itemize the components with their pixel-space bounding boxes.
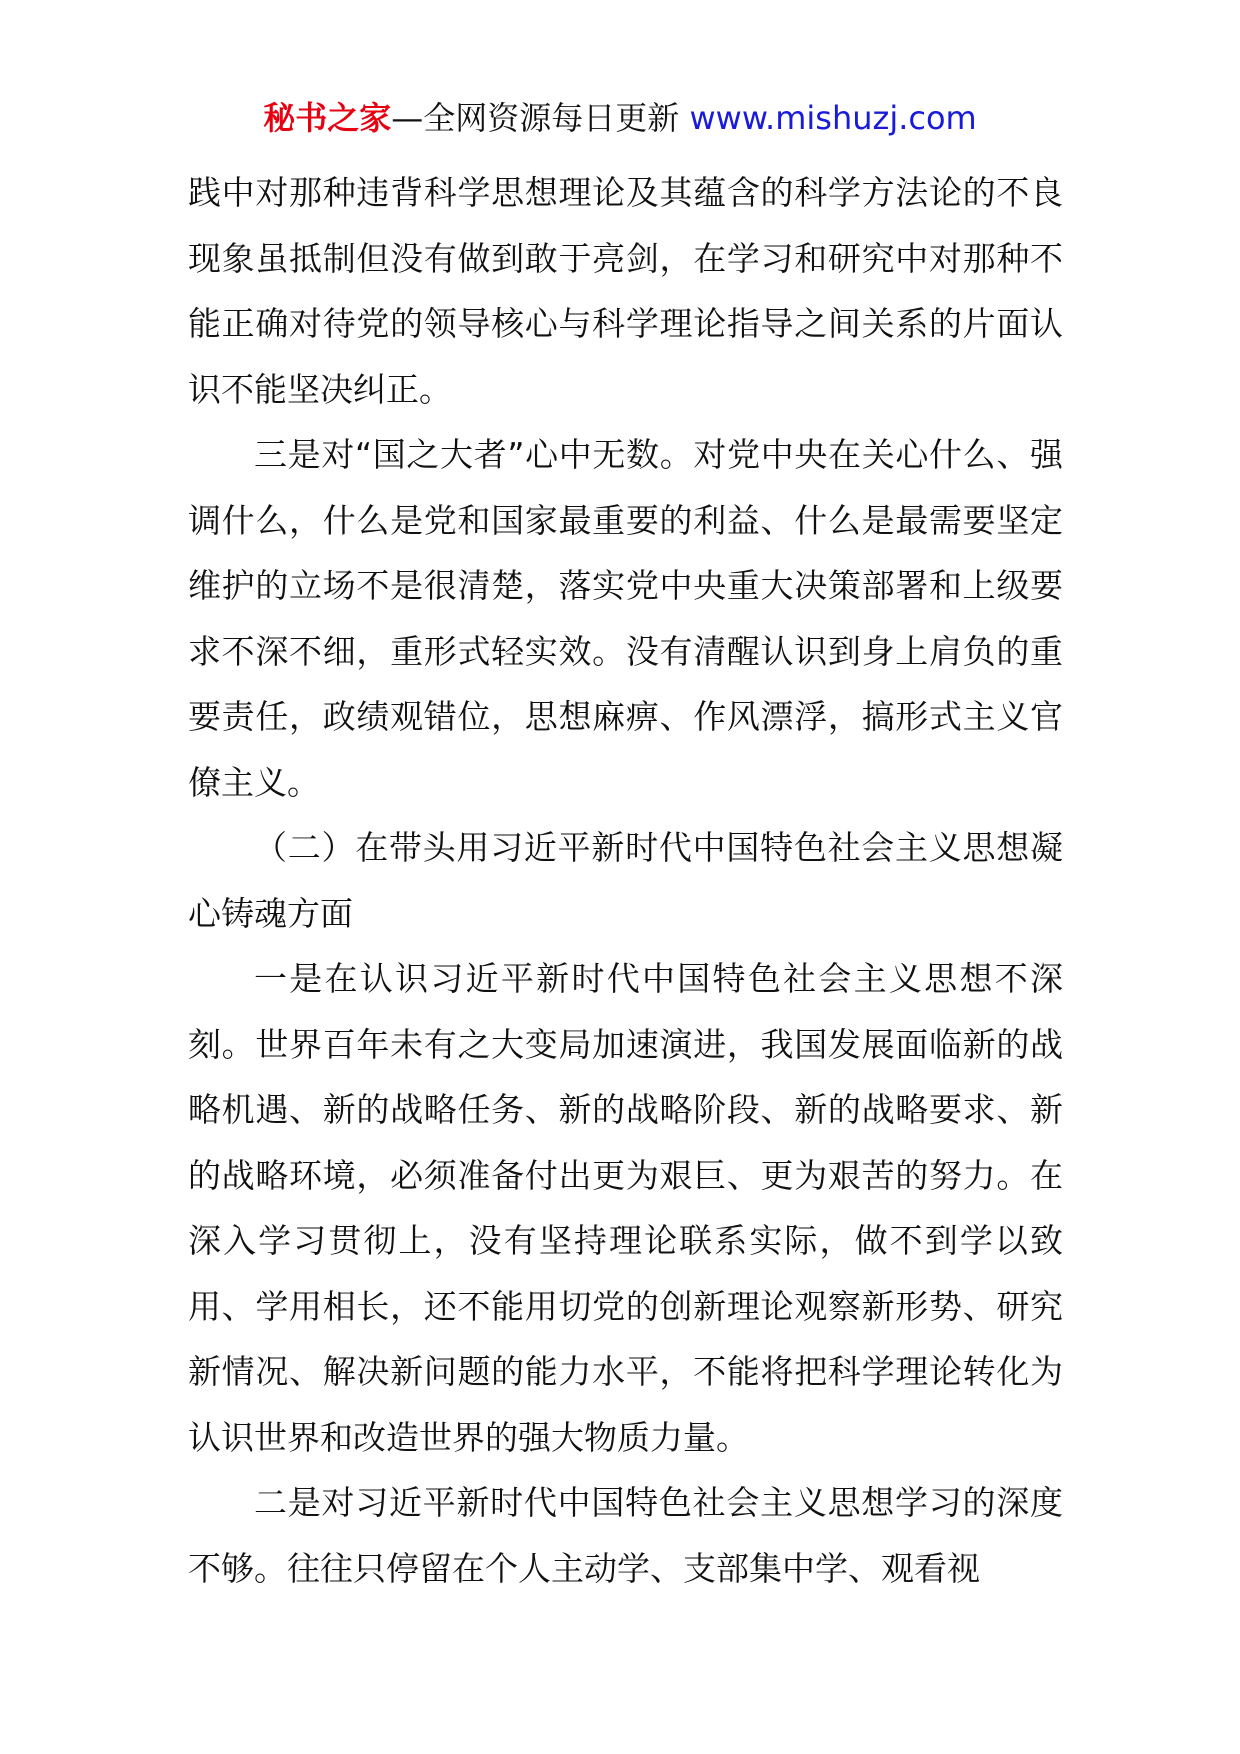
- page-header: [0, 96, 1240, 140]
- section-heading: （二）在带头用习近平新时代中国特色社会主义思想凝心铸魂方面: [188, 828, 1063, 933]
- header-tagline: —全网资源每日更新: [391, 99, 680, 137]
- brand-name: 秘书之家: [263, 99, 392, 137]
- site-url-link[interactable]: www.mishuzj.com: [689, 99, 977, 137]
- paragraph-point-one: 一是在认识习近平新时代中国特色社会主义思想不深刻。世界百年未有之大变局加速演进，我国发展面临新的战略机遇、新的战略任务、新的战略阶段、新的战略要求、新的战略环境，必须准备付出更为艰巨、更为艰苦的努力。在深入学习贯彻上，没有坚持理论联系实际，做不到学以致用、学用相长，还不能用切党的创新理论观察新形势、研究新情况、解决新问题的能力水平，不能将把科学理论转化为认识世界和改造世界的强大物质力量。: [188, 959, 1063, 1457]
- paragraph-continuation: 践中对那种违背科学思想理论及其蕴含的科学方法论的不良现象虽抵制但没有做到敢于亮剑，在学习和研究中对那种不能正确对待党的领导核心与科学理论指导之间关系的片面认识不能坚决纠正。: [188, 173, 1063, 409]
- paragraph-point-three: 三是对“国之大者”心中无数。对党中央在关心什么、强调什么，什么是党和国家最重要的利益、什么是最需要坚定维护的立场不是很清楚，落实党中央重大决策部署和上级要求不深不细，重形式轻实效。没有清醒认识到身上肩负的重要责任，政绩观错位，思想麻痹、作风漂浮，搞形式主义官僚主义。: [188, 435, 1063, 802]
- document-body: [188, 160, 1063, 1601]
- paragraph-point-two: 二是对习近平新时代中国特色社会主义思想学习的深度不够。往往只停留在个人主动学、支部集中学、观看视: [188, 1483, 1063, 1588]
